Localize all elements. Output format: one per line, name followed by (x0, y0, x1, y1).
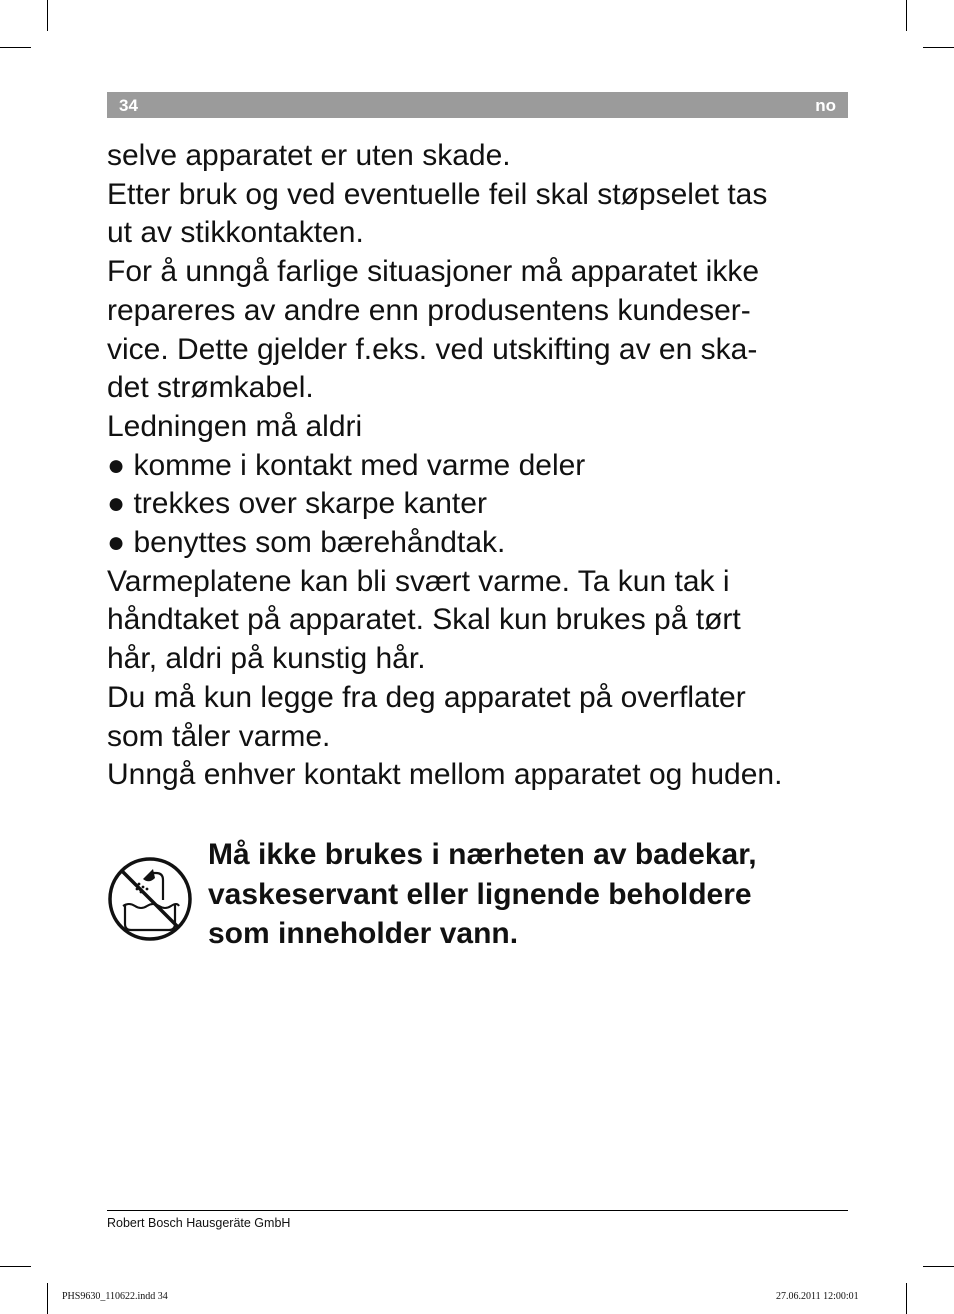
body-line: Varmeplatene kan bli svært varme. Ta kun tak i (107, 564, 730, 598)
body-line: Etter bruk og ved eventuelle feil skal støpselet tas (107, 177, 768, 211)
bullet-item: ● komme i kontakt med varme deler (107, 448, 586, 482)
body-line: det strømkabel. (107, 371, 314, 405)
warning-line: som inneholder vann. (208, 917, 519, 950)
bullet-item: ● benyttes som bærehåndtak. (107, 526, 506, 560)
body-line: Du må kun legge fra deg apparatet på overflater (107, 680, 746, 714)
body-line: repareres av andre enn produsentens kundeser- (107, 293, 751, 327)
body-text (107, 137, 852, 795)
body-line: som tåler varme. (107, 719, 331, 753)
body-line: ut av stikkontakten. (107, 216, 364, 250)
crop-mark (0, 1266, 31, 1267)
footer-divider (107, 1210, 848, 1211)
no-water-near-bath-icon (107, 856, 193, 942)
warning-line: Må ikke brukes i nærheten av badekar, (208, 838, 757, 871)
body-line: Unngå enhver kontakt mellom apparatet og huden. (107, 758, 783, 792)
body-line: selve apparatet er uten skade. (107, 139, 511, 172)
page-header-bar (107, 92, 848, 118)
body-line: Ledningen må aldri (107, 409, 363, 443)
warning-line: vaskeservant eller lignende beholdere (208, 877, 752, 911)
crop-mark (906, 0, 907, 31)
footer-company: Robert Bosch Hausgeräte GmbH (107, 1216, 291, 1230)
crop-mark (47, 1283, 48, 1314)
crop-mark (906, 1283, 907, 1314)
language-code: no (815, 96, 836, 115)
crop-mark (923, 47, 954, 48)
print-slug-timestamp: 27.06.2011 12:00:01 (776, 1291, 859, 1302)
page-number: 34 (119, 96, 138, 115)
body-line: vice. Dette gjelder f.eks. ved utskifting av en ska- (107, 332, 758, 366)
body-line: For å unngå farlige situasjoner må apparatet ikke (107, 255, 760, 289)
crop-mark (47, 0, 48, 31)
body-line: håndtaket på apparatet. Skal kun brukes på tørt (107, 603, 741, 637)
warning-text (208, 835, 848, 954)
bullet-item: ● trekkes over skarpe kanter (107, 487, 487, 521)
crop-mark (923, 1266, 954, 1267)
print-slug-file: PHS9630_110622.indd 34 (62, 1291, 168, 1302)
body-line: hår, aldri på kunstig hår. (107, 642, 426, 676)
crop-mark (0, 47, 31, 48)
